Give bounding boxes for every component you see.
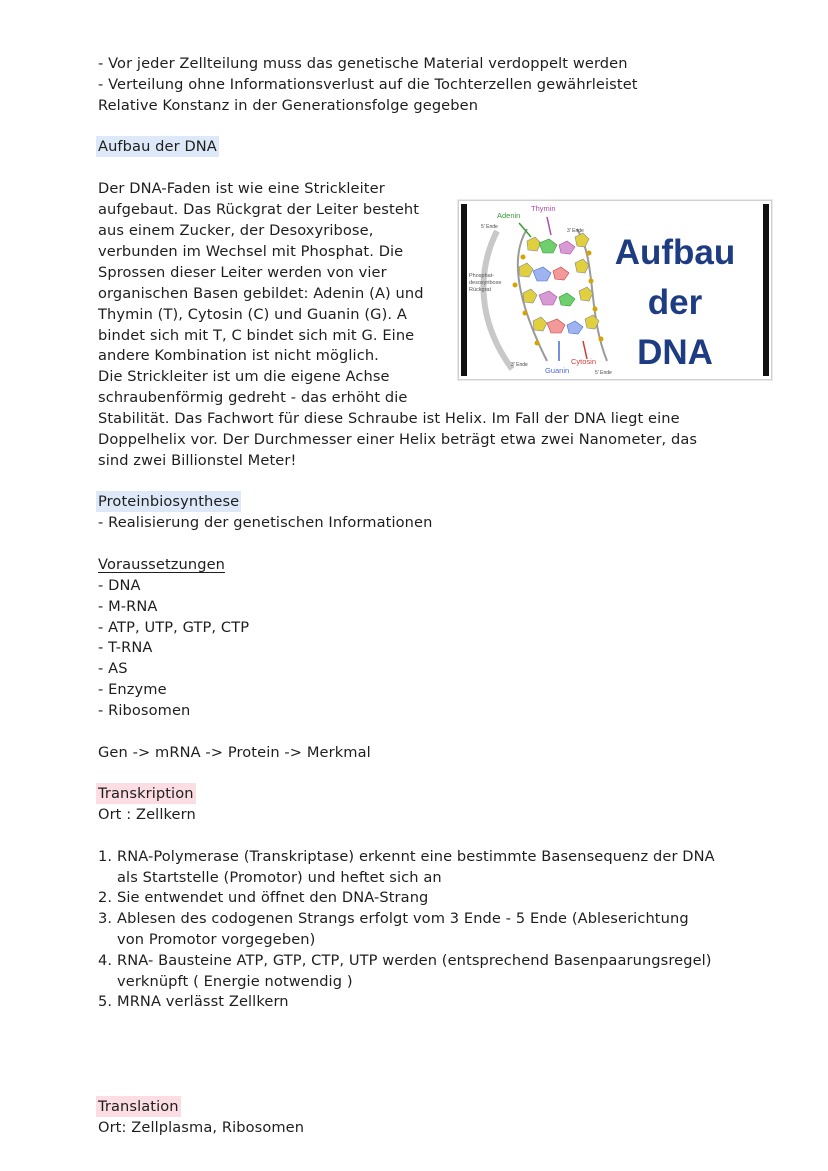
backbone-line: Phosphat- <box>469 273 495 279</box>
label-cytosin: Cytosin <box>571 357 597 366</box>
paragraph-line: aufgebaut. Das Rückgrat der Leiter besteht <box>98 201 420 218</box>
backbone-line: Rückgrat <box>469 287 492 293</box>
flow-line: Gen -> mRNA -> Protein -> Merkmal <box>98 744 371 761</box>
list-item: - T-RNA <box>98 639 153 656</box>
item-text: RNA-Polymerase (Transkriptase) erkennt eine bestimmte Basensequenz der DNA <box>117 848 715 865</box>
label-3-end-top: 3' Ende <box>567 228 584 234</box>
label-5-end-bottom: 5' Ende <box>595 370 612 376</box>
item-continuation: verknüpft ( Energie notwendig ) <box>117 973 353 990</box>
paragraph-line: bindet sich mit T, C bindet sich mit G. Eine <box>98 327 415 344</box>
list-item: - AS <box>98 660 128 677</box>
backbone-curve <box>483 231 512 369</box>
item-text: MRNA verlässt Zellkern <box>117 993 289 1010</box>
item-continuation: als Startstelle (Promotor) und heftet sich an <box>117 869 442 886</box>
heading-text: Proteinbiosynthese <box>98 493 240 510</box>
label-backbone <box>469 273 501 294</box>
paragraph-line: schraubenförmig gedreht - das erhöht die <box>98 389 408 406</box>
label-adenin: Adenin <box>497 211 521 220</box>
paragraph-line: aus einem Zucker, der Desoxyribose, <box>98 222 374 239</box>
dna-structure-figure <box>458 200 772 380</box>
list-item: - DNA <box>98 577 141 594</box>
paragraph-line: Die Strickleiter ist um die eigene Achse <box>98 368 390 385</box>
paragraph-line: Der DNA-Faden ist wie eine Strickleiter <box>98 180 385 197</box>
figure-title <box>605 228 745 378</box>
heading-text: Aufbau der DNA <box>98 138 217 155</box>
adenin-arrow <box>519 223 531 237</box>
base-pair-2 <box>519 259 589 281</box>
paragraph-line: organischen Basen gebildet: Adenin (A) und <box>98 285 424 302</box>
figure-title-line: Aufbau <box>614 233 736 272</box>
label-3-end-bottom: 3' Ende <box>511 362 528 368</box>
figure-right-bar <box>763 204 769 376</box>
location-line: Ort: Zellplasma, Ribosomen <box>98 1119 305 1136</box>
paragraph-line: verbunden im Wechsel mit Phosphat. Die <box>98 243 404 260</box>
intro-line: - Verteilung ohne Informationsverlust auf die Tochterzellen gewährleistet <box>98 76 638 93</box>
paragraph-line: Sprossen dieser Leiter werden von vier <box>98 264 387 281</box>
intro-line: - Vor jeder Zellteilung muss das genetische Material verdoppelt werden <box>98 55 628 72</box>
paragraph-line: - Realisierung der genetischen Informationen <box>98 514 433 531</box>
figure-title-line: DNA <box>637 333 713 372</box>
base-pair-3 <box>523 287 593 306</box>
subheading-voraussetzungen: Voraussetzungen <box>98 556 226 573</box>
list-item: - ATP, UTP, GTP, CTP <box>98 619 250 636</box>
intro-line: Relative Konstanz in der Generationsfolge gegeben <box>98 97 479 114</box>
figure-title-line: der <box>647 283 703 322</box>
label-guanin: Guanin <box>545 366 570 375</box>
paragraph-line: andere Kombination ist nicht möglich. <box>98 347 379 364</box>
item-number: 1. <box>98 848 113 865</box>
backbone-line: desoxyribose <box>469 280 502 286</box>
item-text: RNA- Bausteine ATP, GTP, CTP, UTP werden (entsprechend Basenpaarungsregel) <box>117 952 712 969</box>
location-line: Ort : Zellkern <box>98 806 196 823</box>
item-number: 5. <box>98 993 113 1010</box>
paragraph-line: sind zwei Billionstel Meter! <box>98 452 297 469</box>
item-number: 2. <box>98 889 113 906</box>
section-heading-translation <box>96 1096 181 1117</box>
label-thymin: Thymin <box>531 204 556 213</box>
list-item: - M-RNA <box>98 598 158 615</box>
item-number: 3. <box>98 910 113 927</box>
label-5-end-top: 5' Ende <box>481 224 498 230</box>
paragraph-line: Stabilität. Das Fachwort für diese Schraube ist Helix. Im Fall der DNA liegt eine <box>98 410 680 427</box>
item-text: Ablesen des codogenen Strangs erfolgt vom 3 Ende - 5 Ende (Ableserichtung <box>117 910 689 927</box>
heading-text: Transkription <box>98 785 194 802</box>
base-pair-1 <box>527 233 589 254</box>
base-pair-4 <box>533 315 599 334</box>
item-continuation: von Promotor vorgegeben) <box>117 931 316 948</box>
paragraph-line: Doppelhelix vor. Der Durchmesser einer Helix beträgt etwa zwei Nanometer, das <box>98 431 698 448</box>
list-item: - Enzyme <box>98 681 167 698</box>
section-heading-proteinbiosynthese <box>96 491 241 512</box>
item-text: Sie entwendet und öffnet den DNA-Strang <box>117 889 429 906</box>
section-heading-transkription <box>96 783 196 804</box>
list-item: - Ribosomen <box>98 702 191 719</box>
thymin-arrow <box>547 217 551 235</box>
section-heading-aufbau <box>96 136 219 157</box>
item-number: 4. <box>98 952 113 969</box>
paragraph-line: Thymin (T), Cytosin (C) und Guanin (G). A <box>98 306 407 323</box>
heading-text: Translation <box>98 1098 179 1115</box>
